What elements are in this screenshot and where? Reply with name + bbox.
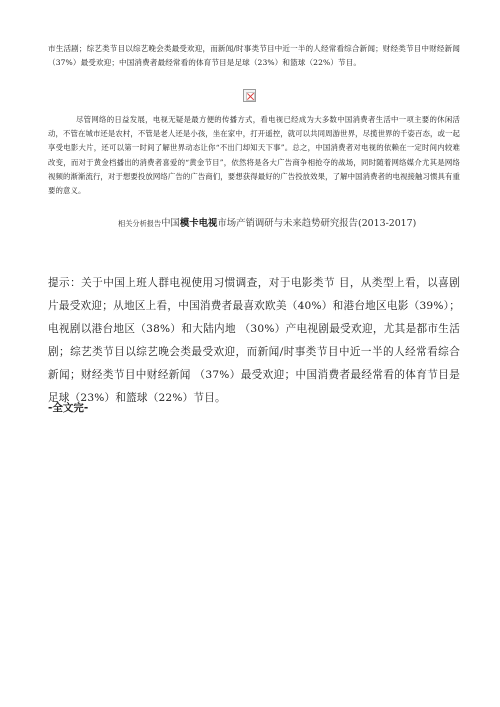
broken-image-x-mark [246, 92, 255, 101]
top-paragraph: 市生活剧；综艺类节目以综艺晚会类最受欢迎，而新闻/时事类节目中近一半的人经常看综合新闻；财经类节目中财经新闻（37%）最受欢迎；中国消费者最经常看的体育节目是足球（23%）和篮球（22%）节目。 [48, 44, 460, 67]
related-report-title-before: 中国 [161, 218, 180, 229]
broken-image-icon [243, 89, 256, 102]
related-report-link[interactable] [161, 218, 416, 229]
related-report-line [118, 218, 458, 230]
end-of-document-mark: -全文完- [48, 402, 89, 414]
tips-paragraph: 提示：关于中国上班人群电视使用习惯调查，对于电影类节 目，从类型上看，以喜剧片最受欢迎；从地区上看，中国消费者最喜欢欧美（40%）和港台地区电影（39%）；电视剧以港台地区（38%）和大陆内地 （30%）产电视剧最受欢迎，尤其是都市生活剧；综艺类节目以综艺晚会类最受欢迎，而新闻/时事类节目中近一半的人经常看综合新闻；财经类节目中财经新闻 （37%）最受欢迎；中国消费者最经常看的体育节目是足球（23%）和篮球（22%）节目。 [48, 277, 460, 404]
related-report-prefix: 相关分析报告 [118, 219, 162, 228]
middle-paragraph: 尽管网络的日益发展，电视无疑是最方便的传播方式，看电视已经成为大多数中国消费者生活中一项主要的休闲活动，不管在城市还是农村，不管是老人还是小孩，坐在家中，打开遥控，就可以共同周游世界，尽揽世界的千姿百态，或一起享受电影大片，还可以第一时间了解世界动态让你“不出门却知天下事”。总之，中国消费者对电视的依赖在一定时间内较难改变，而对于黄金档播出的消费者喜爱的“黄金节目”，依然将是各大广告商争相抢夺的战场，同时随着网络媒介尤其是网络视频的渐渐流行，对于想要投放网络广告的广告商们，要想获得最好的广告投放效果，了解中国消费者的电视接触习惯具有重要的意义。 [48, 115, 460, 196]
related-report-title-keyword: 模卡电视 [179, 218, 218, 229]
related-report-title-after: 市场产销调研与未来趋势研究报告(2013-2017) [217, 218, 417, 229]
